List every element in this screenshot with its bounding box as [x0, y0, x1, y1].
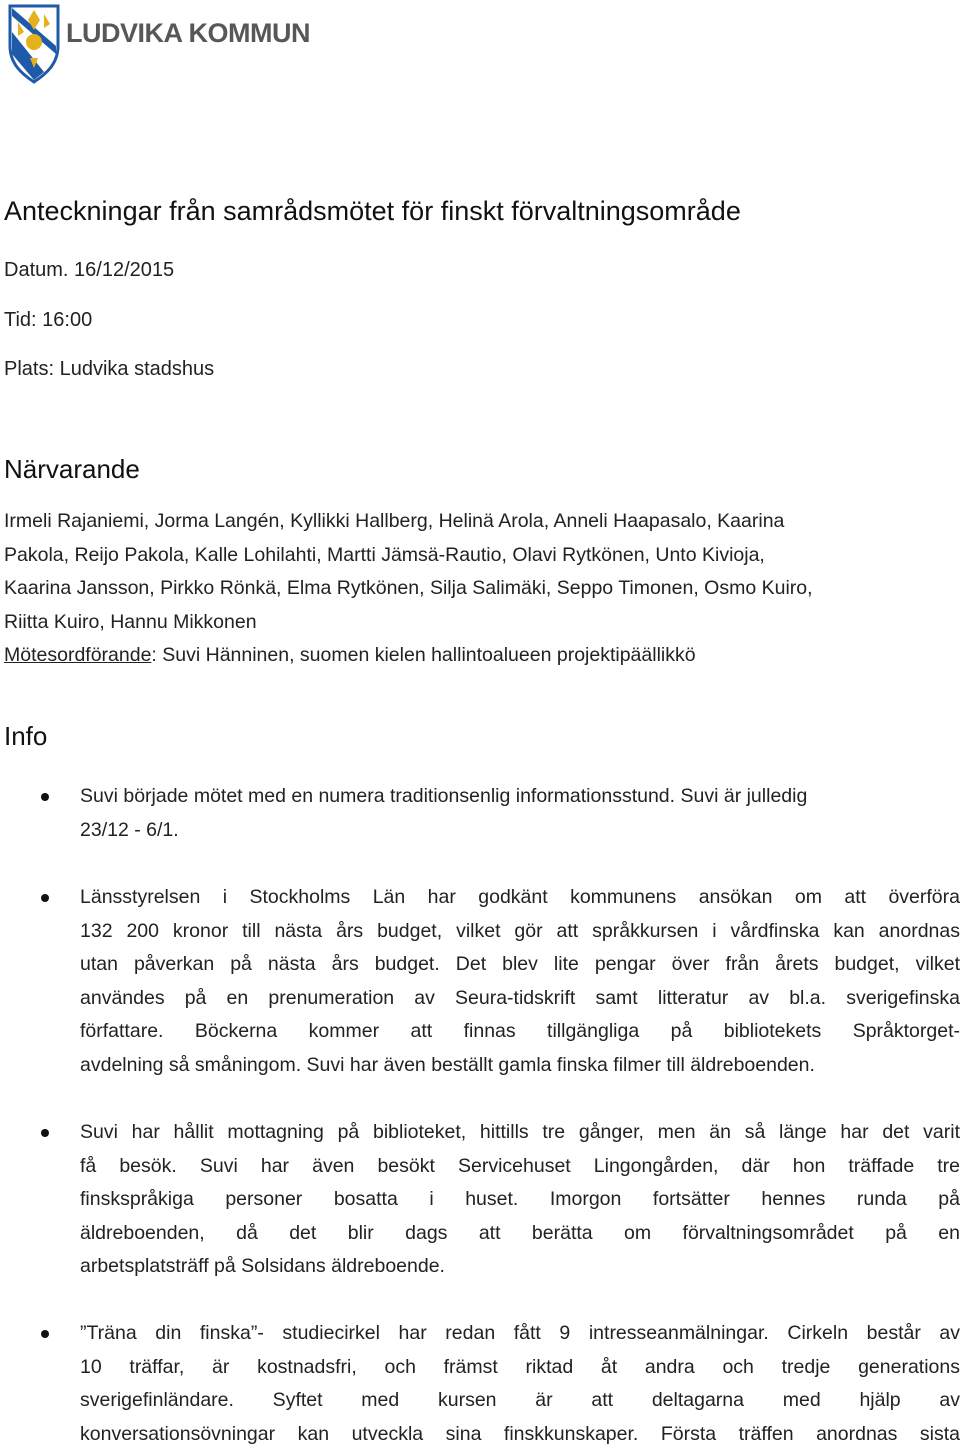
logo-text: LUDVIKA KOMMUN — [66, 18, 310, 49]
bullet-line: ”Träna din finska”- studiecirkel har redan fått 9 intresseanmälningar. Cirkeln består av — [80, 1317, 960, 1351]
bullet-line: Länsstyrelsen i Stockholms Län har godkänt kommunens ansökan om att överföra — [80, 881, 960, 915]
bullet-line: Suvi har hållit mottagning på biblioteket, hittills tre gånger, men än så länge har det varit — [80, 1116, 960, 1150]
attendees-line: Riitta Kuiro, Hannu Mikkonen — [4, 606, 954, 640]
bullet-line: få besök. Suvi har även besökt Servicehuset Lingongården, där hon träffade tre — [80, 1150, 960, 1184]
bullet-line: författare. Böckerna kommer att finnas tillgängliga på bibliotekets Språktorget- — [80, 1015, 960, 1049]
bullet-line: arbetsplatsträff på Solsidans äldreboende. — [80, 1250, 960, 1284]
info-heading: Info — [4, 721, 47, 752]
bullet-line: Suvi började mötet med en numera traditionsenlig informationsstund. Suvi är julledig — [80, 780, 960, 814]
document-title: Anteckningar från samrådsmötet för finskt förvaltningsområde — [4, 196, 741, 227]
bullet-line: finskspråkiga personer bosatta i huset. Imorgon fortsätter hennes runda på — [80, 1183, 960, 1217]
meeting-chair — [4, 639, 954, 673]
bullet-line: användes på en prenumeration av Seura-tidskrift samt litteratur av bl.a. sverigefinska — [80, 982, 960, 1016]
info-bullet — [80, 1116, 960, 1284]
info-bullet — [80, 881, 960, 1082]
chair-label: Mötesordförande — [4, 644, 151, 666]
bullet-line: 23/12 - 6/1. — [80, 814, 960, 848]
info-bullet — [80, 780, 960, 847]
attendees-line: Pakola, Reijo Pakola, Kalle Lohilahti, Martti Jämsä-Rautio, Olavi Rytkönen, Unto Kivioja, — [4, 539, 954, 573]
attendees-line: Kaarina Jansson, Pirkko Rönkä, Elma Rytkönen, Silja Salimäki, Seppo Timonen, Osmo Kuiro, — [4, 572, 954, 606]
attendees-heading: Närvarande — [4, 454, 140, 485]
bullet-line: avdelning så småningom. Suvi har även beställt gamla finska filmer till äldreboenden. — [80, 1049, 960, 1083]
bullet-line: 10 träffar, är kostnadsfri, och främst riktad åt andra och tredje generations — [80, 1351, 960, 1385]
bullet-line: äldreboenden, då det blir dags att berätta om förvaltningsområdet på en — [80, 1217, 960, 1251]
bullet-icon — [41, 1330, 49, 1338]
meeting-place: Plats: Ludvika stadshus — [4, 358, 214, 381]
meeting-date: Datum. 16/12/2015 — [4, 259, 174, 282]
bullet-line: 132 200 kronor till nästa års budget, vilket gör att språkkursen i vårdfinska kan anordnas — [80, 915, 960, 949]
coat-of-arms-icon — [4, 2, 64, 84]
chair-text: : Suvi Hänninen, suomen kielen hallintoalueen projektipäällikkö — [151, 644, 695, 666]
bullet-line: konversationsövningar kan utveckla sina finskkunskaper. Första träffen anordnas sista — [80, 1418, 960, 1451]
info-bullet — [80, 1317, 960, 1451]
bullet-line: utan påverkan på nästa års budget. Det blev lite pengar över från årets budget, vilket — [80, 948, 960, 982]
bullet-icon — [41, 793, 49, 801]
meeting-time: Tid: 16:00 — [4, 309, 92, 332]
bullet-line: sverigefinländare. Syftet med kursen är att deltagarna med hjälp av — [80, 1384, 960, 1418]
municipality-logo — [4, 2, 304, 84]
attendees-list — [4, 505, 954, 673]
bullet-icon — [41, 1129, 49, 1137]
bullet-icon — [41, 894, 49, 902]
attendees-line: Irmeli Rajaniemi, Jorma Langén, Kyllikki Hallberg, Helinä Arola, Anneli Haapasalo, Kaarina — [4, 505, 954, 539]
